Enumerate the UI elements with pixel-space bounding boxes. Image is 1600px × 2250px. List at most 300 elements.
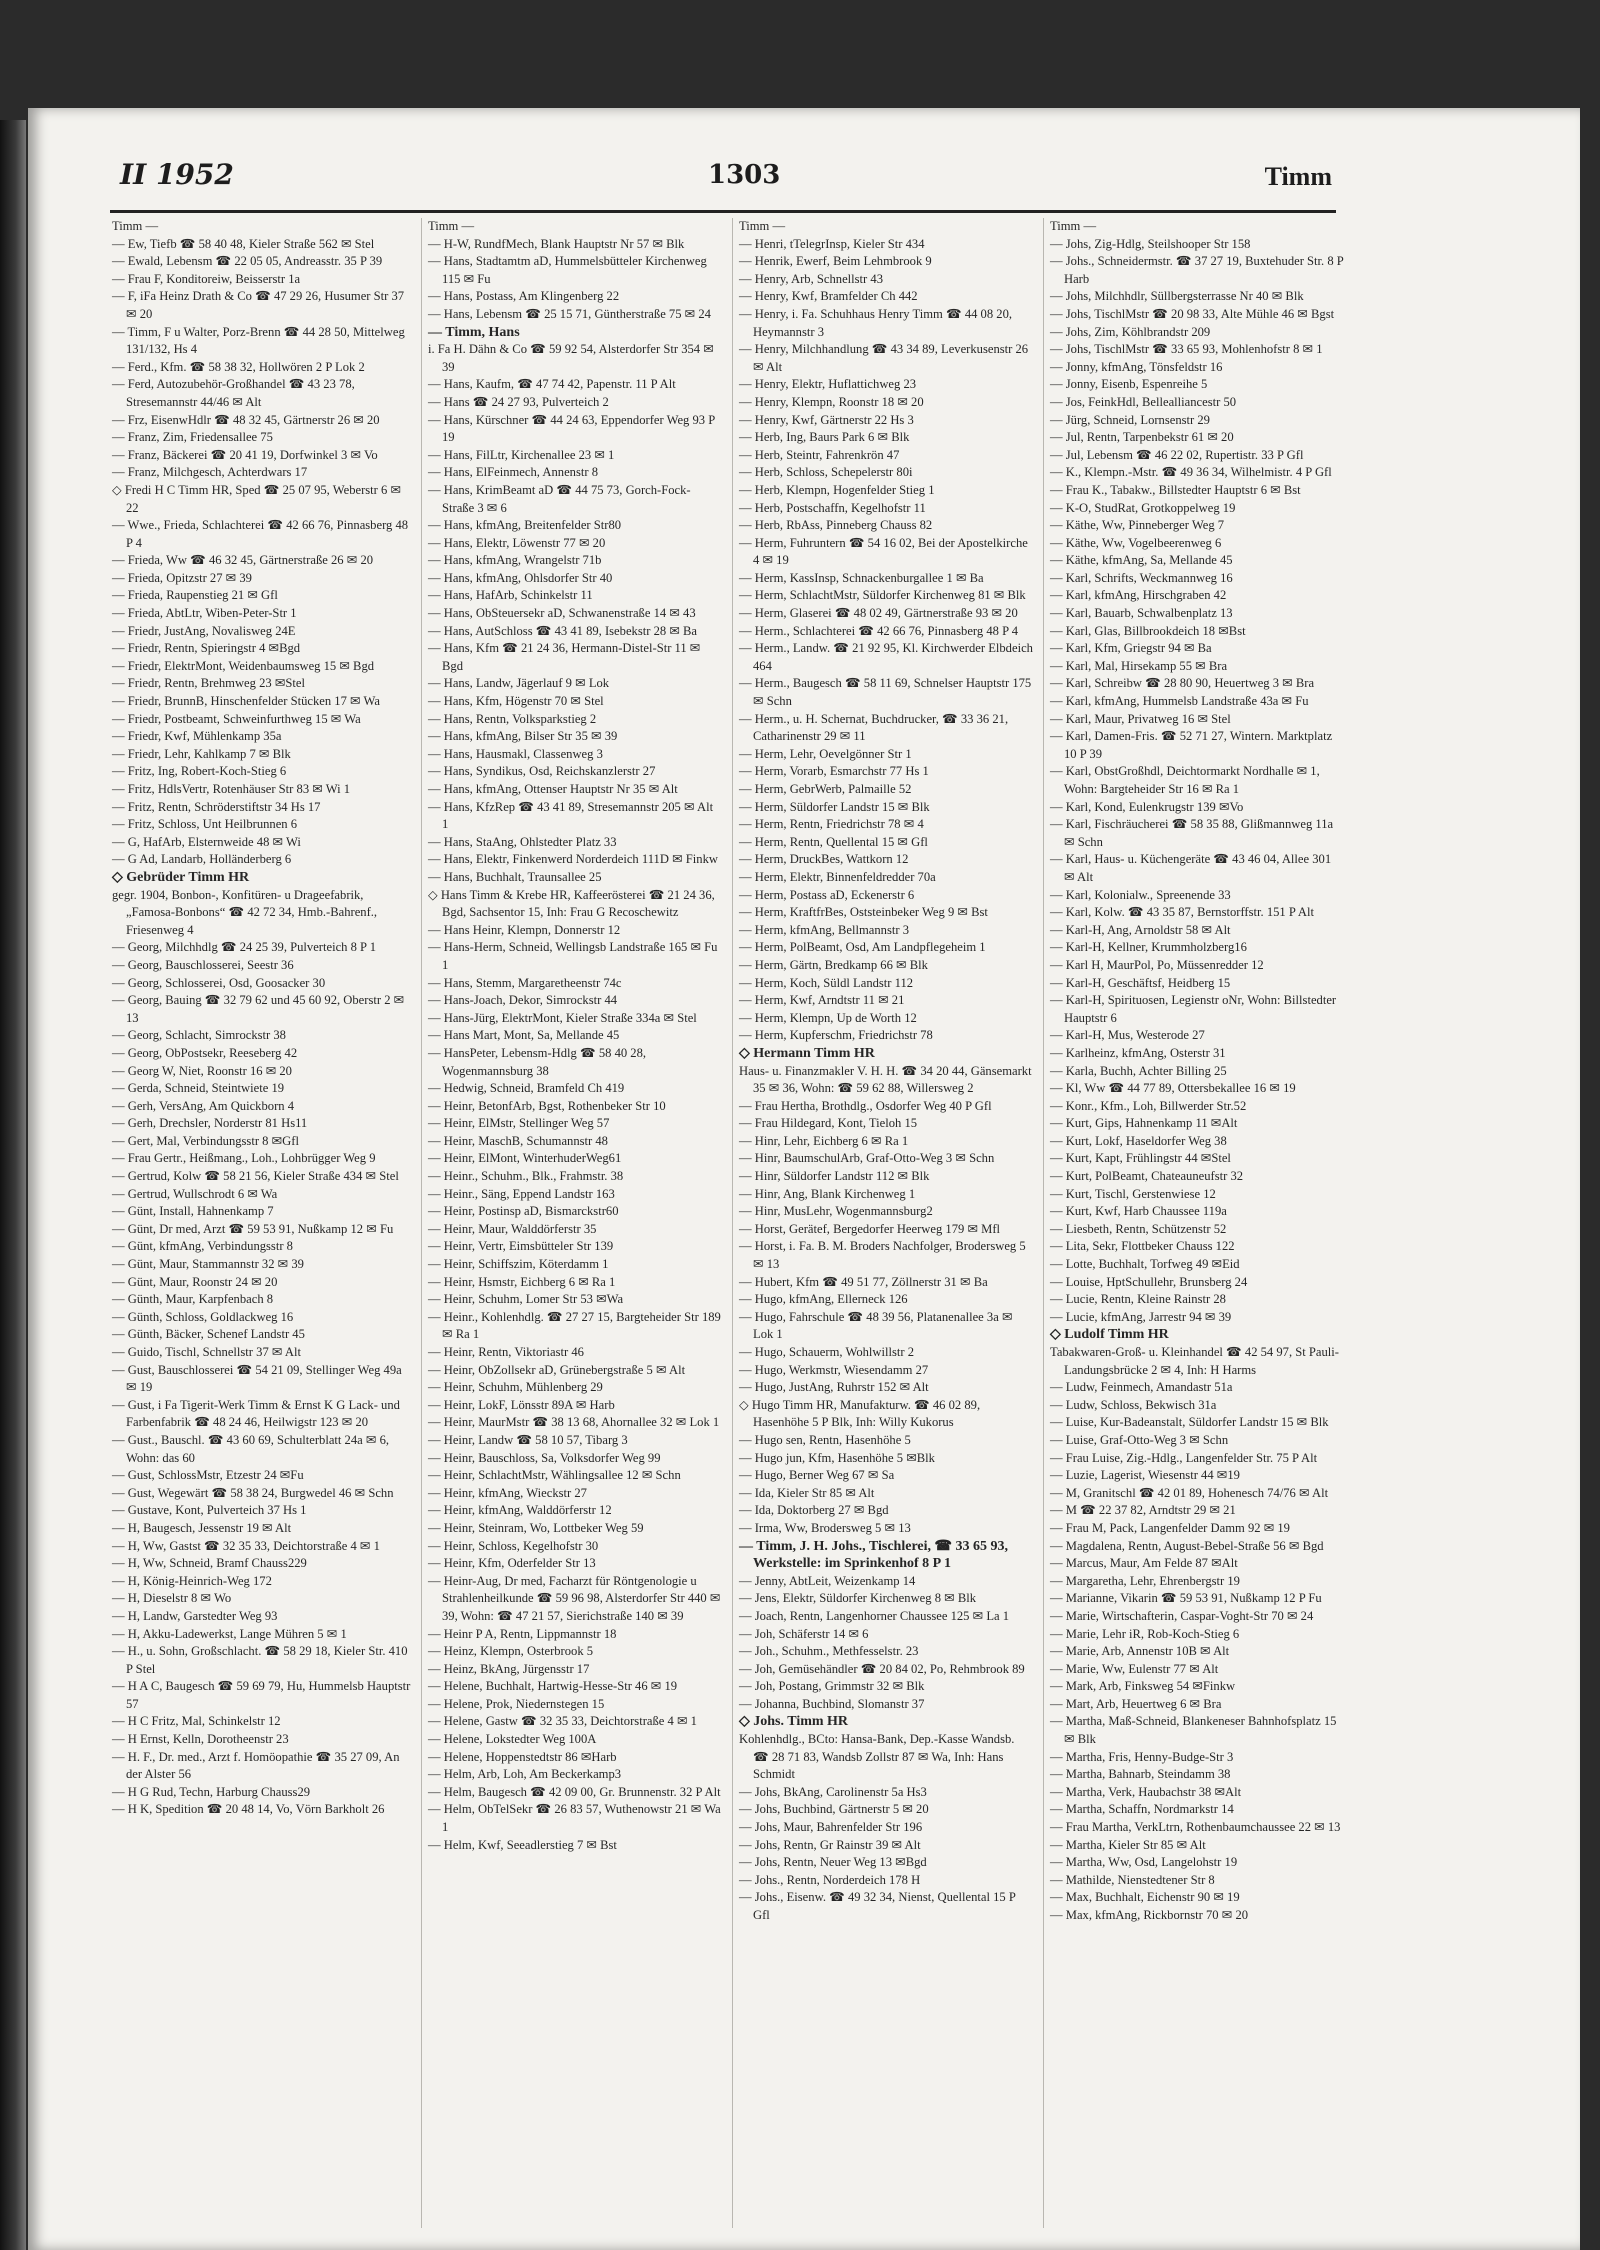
directory-entry: — Herm, Lehr, Oevelgönner Str 1 xyxy=(739,746,912,761)
directory-entry: — Gust, Wegewärt ☎ 58 38 24, Burgwedel 46 ✉ Schn xyxy=(112,1485,394,1500)
directory-entry: — Heinr, Landw ☎ 58 10 57, Tibarg 3 xyxy=(428,1432,628,1447)
directory-entry: — Joh, Gemüsehändler ☎ 20 84 02, Po, Rehmbrook 89 xyxy=(739,1661,1025,1676)
directory-entry: — Georg, Bauing ☎ 32 79 62 und 45 60 92, Oberstr 2 ✉ 13 xyxy=(112,993,405,1025)
directory-entry: — Herm, Glaserei ☎ 48 02 49, Gärtnerstraße 93 ✉ 20 xyxy=(739,606,1018,621)
directory-entry: — Heinr., Kohlenhdlg. ☎ 27 27 15, Bargteheider Str 189 ✉ Ra 1 xyxy=(428,1309,721,1342)
directory-entry: — Herm, Elektr, Binnenfeldredder 70a xyxy=(739,869,936,884)
directory-entry: — Herb, Postschaffn, Kegelhofstr 11 xyxy=(739,500,926,515)
directory-entry: — Karl, Kolw. ☎ 43 35 87, Bernstorffstr. 151 P Alt xyxy=(1050,905,1314,920)
directory-entry: — Herm, PolBeamt, Osd, Am Landpflegeheim 1 xyxy=(739,940,986,955)
directory-entry: — Herb, Schloss, Schepelerstr 80i xyxy=(739,465,913,480)
directory-entry: — Heinr, Steinram, Wo, Lottbeker Weg 59 xyxy=(428,1520,644,1535)
directory-entry: — Heinr, Schiffszim, Köterdamm 1 xyxy=(428,1257,609,1272)
directory-entry: — Hugo, Berner Weg 67 ✉ Sa xyxy=(739,1468,895,1483)
directory-entry: — Günth, Maur, Karpfenbach 8 xyxy=(112,1292,274,1307)
directory-entry: — Kurt, Kapt, Frühlingstr 44 ✉Stel xyxy=(1050,1151,1231,1166)
directory-entry: — Hans, AutSchloss ☎ 43 41 89, Isebekstr 28 ✉ Ba xyxy=(428,623,698,638)
directory-entry: — Heinr, Schloss, Kegelhofstr 30 xyxy=(428,1538,599,1553)
directory-entry: gegr. 1904, Bonbon-, Konfitüren- u Drageefabrik, „Famosa-Bonbons“ ☎ 42 72 34, Hmb.-Bahrenf., Friesenweg 4 xyxy=(112,887,378,937)
directory-entry: — Gerh, Drechsler, Norderstr 81 Hs11 xyxy=(112,1116,308,1131)
directory-entry: — Hans, FilLtr, Kirchenallee 23 ✉ 1 xyxy=(428,447,615,462)
directory-entry: — Martha, Kieler Str 85 ✉ Alt xyxy=(1050,1837,1206,1852)
directory-entry: — Frau K., Tabakw., Billstedter Hauptstr 6 ✉ Bst xyxy=(1050,482,1301,497)
surname-heading: Timm xyxy=(1264,162,1332,191)
directory-entry: — Herm., Baugesch ☎ 58 11 69, Schnelser Hauptstr 175 ✉ Schn xyxy=(739,676,1032,709)
column-2 xyxy=(421,218,724,2228)
directory-entry: — Frieda, AbtLtr, Wiben-Peter-Str 1 xyxy=(112,606,297,621)
directory-entry: — Frau Hertha, Brothdlg., Osdorfer Weg 40 P Gfl xyxy=(739,1098,992,1113)
directory-entry: — Georg, Milchhdlg ☎ 24 25 39, Pulverteich 8 P 1 xyxy=(112,940,377,955)
directory-entry: — Hans, Landw, Jägerlauf 9 ✉ Lok xyxy=(428,676,610,691)
directory-entry: — Heinr, Bauschloss, Sa, Volksdorfer Weg 99 xyxy=(428,1450,661,1465)
directory-entry: — Karl, kfmAng, Hirschgraben 42 xyxy=(1050,588,1227,603)
directory-entry: — Friedr, ElektrMont, Weidenbaumsweg 15 ✉ Bgd xyxy=(112,658,375,673)
directory-entry: — Georg, Schlosserei, Osd, Goosacker 30 xyxy=(112,975,326,990)
directory-entry: — Gust., Bauschl. ☎ 43 60 69, Schulterblatt 24a ✉ 6, Wohn: das 60 xyxy=(112,1432,390,1465)
directory-entry: — Herm, SchlachtMstr, Süldorfer Kirchenweg 81 ✉ Blk xyxy=(739,588,1026,603)
directory-entry: — Herm, KraftfrBes, Oststeinbeker Weg 9 ✉ Bst xyxy=(739,905,988,920)
page-header xyxy=(120,152,1332,198)
directory-entry: — Lucie, kfmAng, Jarrestr 94 ✉ 39 xyxy=(1050,1309,1232,1324)
directory-entry: — Helene, Buchhalt, Hartwig-Hesse-Str 46 ✉ 19 xyxy=(428,1679,678,1694)
directory-entry: — Kurt, Kwf, Harb Chaussee 119a xyxy=(1050,1204,1227,1219)
directory-entry: — Ludw, Feinmech, Amandastr 51a xyxy=(1050,1380,1233,1395)
directory-entry: — Käthe, Ww, Pinneberger Weg 7 xyxy=(1050,518,1225,533)
directory-entry: — Gust, Bauschlosserei ☎ 54 21 09, Stellinger Weg 49a ✉ 19 xyxy=(112,1362,402,1395)
directory-entry: — Irma, Ww, Brodersweg 5 ✉ 13 xyxy=(739,1520,911,1535)
directory-entry: — Karl, ObstGroßhdl, Deichtormarkt Nordhalle ✉ 1, Wohn: Bargteheider Str 16 ✉ Ra 1 xyxy=(1050,764,1320,796)
directory-entry: — Hans, Elektr, Löwenstr 77 ✉ 20 xyxy=(428,535,606,550)
directory-entry: — F, iFa Heinz Drath & Co ☎ 47 29 26, Husumer Str 37 ✉ 20 xyxy=(112,289,405,321)
directory-entry: — Ferd., Kfm. ☎ 58 38 32, Hollwören 2 P Lok 2 xyxy=(112,359,365,374)
directory-entry: — H, Dieselstr 8 ✉ Wo xyxy=(112,1591,232,1606)
page-number: 1303 xyxy=(708,160,781,190)
directory-entry: — K., Klempn.-Mstr. ☎ 49 36 34, Wilhelmistr. 4 P Gfl xyxy=(1050,465,1332,480)
directory-entry: — Hugo, Schauerm, Wohlwillstr 2 xyxy=(739,1345,915,1359)
directory-entry: — Herb, RbAss, Pinneberg Chauss 82 xyxy=(739,518,933,533)
directory-entry: — Hugo jun, Kfm, Hasenhöhe 5 ✉Blk xyxy=(739,1450,935,1465)
directory-entry: — Horst, Gerätef, Bergedorfer Heerweg 179 ✉ Mfl xyxy=(739,1221,1001,1236)
directory-entry: i. Fa H. Dähn & Co ☎ 59 92 54, Alsterdorfer Str 354 ✉ 39 xyxy=(428,342,714,374)
directory-entry: — Frau M, Pack, Langenfelder Damm 92 ✉ 19 xyxy=(1050,1520,1290,1535)
directory-entry: — Hinr, BaumschulArb, Graf-Otto-Weg 3 ✉ Schn xyxy=(739,1151,995,1166)
directory-entry: — G, HafArb, Elsternweide 48 ✉ Wi xyxy=(112,834,301,849)
directory-entry: — Herm, Rentn, Friedrichstr 78 ✉ 4 xyxy=(739,817,924,832)
directory-entry: — Gerh, VersAng, Am Quickborn 4 xyxy=(112,1098,295,1113)
directory-entry: — Lotte, Buchhalt, Torfweg 49 ✉Eid xyxy=(1050,1257,1240,1272)
directory-entry: — Karl, kfmAng, Hummelsb Landstraße 43a ✉ Fu xyxy=(1050,694,1309,709)
directory-entry: — K-O, StudRat, Grotkoppelweg 19 xyxy=(1050,500,1236,515)
directory-entry: — Ida, Doktorberg 27 ✉ Bgd xyxy=(739,1503,889,1518)
directory-entry: — Georg, Schlacht, Simrockstr 38 xyxy=(112,1028,286,1043)
directory-entry: — Lucie, Rentn, Kleine Rainstr 28 xyxy=(1050,1292,1226,1307)
directory-entry: ◇ Hugo Timm HR, Manufakturw. ☎ 46 02 89, Hasenhöhe 5 P Blk, Inh: Willy Kukorus xyxy=(739,1397,981,1430)
directory-entry: — Ida, Kieler Str 85 ✉ Alt xyxy=(739,1485,875,1500)
column-3 xyxy=(732,218,1035,2228)
column-1 xyxy=(110,218,413,2228)
directory-entry: — H-W, RundfMech, Blank Hauptstr Nr 57 ✉ Blk xyxy=(428,236,685,251)
directory-entry: — Kurt, Tischl, Gerstenwiese 12 xyxy=(1050,1186,1216,1201)
directory-entry: — Hinr, Ang, Blank Kirchenweg 1 xyxy=(739,1186,916,1201)
directory-entry: — H C Fritz, Mal, Schinkelstr 12 xyxy=(112,1714,281,1729)
directory-entry: — Johs, Maur, Bahrenfelder Str 196 xyxy=(739,1820,923,1835)
directory-entry: — Martha, Ww, Osd, Langelohstr 19 xyxy=(1050,1855,1238,1870)
directory-entry: — Frau Hildegard, Kont, Tieloh 15 xyxy=(739,1116,918,1131)
directory-entry: — Hugo, Werkmstr, Wiesendamm 27 xyxy=(739,1362,929,1377)
directory-entry: — H, Landw, Garstedter Weg 93 xyxy=(112,1608,278,1623)
firm-entry: ◇ Hermann Timm HR xyxy=(739,1045,875,1061)
directory-entry: — Helene, Lokstedter Weg 100A xyxy=(428,1732,597,1747)
directory-entry: — Herm, kfmAng, Bellmannstr 3 xyxy=(739,922,909,937)
directory-entry: — Karl, Schrifts, Weckmannweg 16 xyxy=(1050,570,1233,585)
directory-entry: — Henry, Elektr, Huflattichweg 23 xyxy=(739,377,917,392)
directory-entry: — Hans, Kfm, Högenstr 70 ✉ Stel xyxy=(428,694,604,709)
directory-entry: — Hans, Postass, Am Klingenberg 22 xyxy=(428,289,620,304)
directory-entry: — H. F., Dr. med., Arzt f. Homöopathie ☎ 35 27 09, An der Alster 56 xyxy=(112,1749,400,1782)
directory-entry: — Ferd, Autozubehör-Großhandel ☎ 43 23 78, Stresemannstr 44/46 ✉ Alt xyxy=(112,377,355,409)
directory-entry: — Jürg, Schneid, Lornsenstr 29 xyxy=(1050,412,1210,427)
directory-entry: — Hans, kfmAng, Ottenser Hauptstr Nr 35 ✉ Alt xyxy=(428,782,678,796)
directory-entry: — Karl, Kfm, Griegstr 94 ✉ Ba xyxy=(1050,641,1212,656)
directory-entry: — Jens, Elektr, Süldorfer Kirchenweg 8 ✉ Blk xyxy=(739,1591,977,1606)
directory-entry: — Heinr, ObZollsekr aD, Grünebergstraße 5 ✉ Alt xyxy=(428,1362,686,1377)
directory-entry: — Herm, GebrWerb, Palmaille 52 xyxy=(739,782,912,796)
directory-entry: — Johs, Rentn, Neuer Weg 13 ✉Bgd xyxy=(739,1855,927,1870)
directory-entry: — Gust, i Fa Tigerit-Werk Timm & Ernst K G Lack- und Farbenfabrik ☎ 48 24 46, Heilwigstr 123 ✉ 20 xyxy=(112,1397,400,1430)
directory-entry: — Hans, kfmAng, Wrangelstr 71b xyxy=(428,553,602,568)
directory-entry: — Heinr, Postinsp aD, Bismarckstr60 xyxy=(428,1204,619,1219)
directory-entry: — G Ad, Landarb, Holländerberg 6 xyxy=(112,852,292,867)
directory-entry: — Johs, Milchhdlr, Süllbergsterrasse Nr 40 ✉ Blk xyxy=(1050,289,1304,304)
directory-entry: — Helm, Baugesch ☎ 42 09 00, Gr. Brunnenstr. 32 P Alt xyxy=(428,1784,721,1799)
directory-entry: — Helm, Kwf, Seeadlerstieg 7 ✉ Bst xyxy=(428,1837,617,1852)
directory-entry: — Heinz, Klempn, Osterbrook 5 xyxy=(428,1644,594,1659)
directory-entry: — Günth, Schloss, Goldlackweg 16 xyxy=(112,1309,294,1324)
directory-entry: — Henry, Klempn, Roonstr 18 ✉ 20 xyxy=(739,394,924,409)
directory-entry: — Johs, BkAng, Carolinenstr 5a Hs3 xyxy=(739,1784,927,1799)
directory-entry: — Frau Luise, Zig.-Hdlg., Langenfelder Str. 75 P Alt xyxy=(1050,1450,1318,1465)
directory-entry: — Gerda, Schneid, Steintwiete 19 xyxy=(112,1081,285,1096)
directory-entry: — Heinz, BkAng, Jürgensstr 17 xyxy=(428,1661,590,1676)
directory-entry: — Marcus, Maur, Am Felde 87 ✉Alt xyxy=(1050,1556,1238,1571)
directory-entry: — Johs, Zig-Hdlg, Steilshooper Str 158 xyxy=(1050,236,1251,251)
column-head: Timm — xyxy=(739,219,786,233)
directory-entry: — H, Akku-Ladewerkst, Lange Mühren 5 ✉ 1 xyxy=(112,1626,347,1641)
directory-entry: — Henry, Kwf, Bramfelder Ch 442 xyxy=(739,289,918,304)
directory-entry: — Heinr, Kfm, Oderfelder Str 13 xyxy=(428,1556,596,1571)
directory-entry: — Hans, KrimBeamt aD ☎ 44 75 73, Gorch-Fock-Straße 3 ✉ 6 xyxy=(428,482,691,515)
directory-entry: — Herm., Schlachterei ☎ 42 66 76, Pinnasberg 48 P 4 xyxy=(739,623,1019,638)
directory-entry: — Heinr., Schuhm., Blk., Frahmstr. 38 xyxy=(428,1169,624,1184)
directory-entry: — Hans, KfzRep ☎ 43 41 89, Stresemannstr 205 ✉ Alt 1 xyxy=(428,799,714,832)
directory-entry: — Herb, Steintr, Fahrenkrön 47 xyxy=(739,447,900,462)
directory-entry: — Martha, Bahnarb, Steindamm 38 xyxy=(1050,1767,1231,1782)
directory-entry: — Marianne, Vikarin ☎ 59 53 91, Nußkamp 12 P Fu xyxy=(1050,1591,1322,1606)
directory-entry: — Martha, Fris, Henny-Budge-Str 3 xyxy=(1050,1749,1234,1764)
directory-entry: — Kl, Ww ☎ 44 77 89, Ottersbekallee 16 ✉ 19 xyxy=(1050,1081,1296,1096)
directory-entry: — Helm, Arb, Loh, Am Beckerkamp3 xyxy=(428,1767,622,1782)
directory-entry: — Friedr, Lehr, Kahlkamp 7 ✉ Blk xyxy=(112,746,291,761)
directory-entry: — Karl, Kolonialw., Spreenende 33 xyxy=(1050,887,1231,902)
directory-entry: — Karl, Bauarb, Schwalbenplatz 13 xyxy=(1050,606,1233,621)
column-head: Timm — xyxy=(428,219,475,233)
directory-entry: — Herm, Fuhruntern ☎ 54 16 02, Bei der Apostelkirche 4 ✉ 19 xyxy=(739,535,1028,568)
directory-entry: — Günt, Maur, Roonstr 24 ✉ 20 xyxy=(112,1274,278,1289)
directory-entry: — Johs, TischlMstr ☎ 20 98 33, Alte Mühle 46 ✉ Bgst xyxy=(1050,306,1335,321)
directory-entry: — Henrik, Ewerf, Beim Lehmbrook 9 xyxy=(739,254,932,269)
directory-entry: — Karl, Haus- u. Küchengeräte ☎ 43 46 04, Allee 301 ✉ Alt xyxy=(1050,852,1332,884)
directory-entry: — Frieda, Opitzstr 27 ✉ 39 xyxy=(112,570,252,585)
directory-entry: — Lita, Sekr, Flottbeker Chauss 122 xyxy=(1050,1239,1235,1254)
directory-entry: — Gust, SchlossMstr, Etzestr 24 ✉Fu xyxy=(112,1468,304,1483)
directory-entry: — Johs, TischlMstr ☎ 33 65 93, Mohlenhofstr 8 ✉ 1 xyxy=(1050,342,1323,357)
directory-entry: — Luise, Graf-Otto-Weg 3 ✉ Schn xyxy=(1050,1432,1229,1447)
directory-entry: — Hans, kfmAng, Breitenfelder Str80 xyxy=(428,518,622,533)
directory-entry: — Herb, Ing, Baurs Park 6 ✉ Blk xyxy=(739,430,910,445)
directory-columns xyxy=(110,218,1346,2228)
directory-entry: — Heinr, Schuhm, Lomer Str 53 ✉Wa xyxy=(428,1292,624,1307)
directory-entry: — Louise, HptSchullehr, Brunsberg 24 xyxy=(1050,1274,1248,1289)
directory-entry: — Mart, Arb, Heuertweg 6 ✉ Bra xyxy=(1050,1696,1222,1711)
directory-entry: — Hans, kfmAng, Bilser Str 35 ✉ 39 xyxy=(428,729,618,744)
directory-entry: — Helm, ObTelSekr ☎ 26 83 57, Wuthenowstr 21 ✉ Wa 1 xyxy=(428,1802,721,1835)
directory-entry: — Henry, Milchhandlung ☎ 43 34 89, Leverkusenstr 26 ✉ Alt xyxy=(739,342,1029,374)
directory-entry: — Heinr, kfmAng, Walddörferstr 12 xyxy=(428,1503,612,1518)
directory-entry: — Karla, Buchh, Achter Billing 25 xyxy=(1050,1063,1227,1078)
directory-entry: — H Ernst, Kelln, Dorotheenstr 23 xyxy=(112,1732,289,1747)
directory-entry: Haus- u. Finanzmakler V. H. H. ☎ 34 20 44, Gänsemarkt 35 ✉ 36, Wohn: ☎ 59 62 88, Willersweg 2 xyxy=(739,1063,1032,1096)
directory-entry: — M, Granitschl ☎ 42 01 89, Hohenesch 74/76 ✉ Alt xyxy=(1050,1485,1329,1500)
directory-entry: — Friedr, JustAng, Novalisweg 24E xyxy=(112,623,296,638)
directory-entry: — Gertrud, Kolw ☎ 58 21 56, Kieler Straße 434 ✉ Stel xyxy=(112,1169,399,1184)
directory-entry: — Martha, Schaffn, Nordmarkstr 14 xyxy=(1050,1802,1234,1817)
directory-entry: — Hubert, Kfm ☎ 49 51 77, Zöllnerstr 31 ✉ Ba xyxy=(739,1274,988,1289)
directory-entry: — Herm, Gärtn, Bredkamp 66 ✉ Blk xyxy=(739,957,928,972)
directory-entry: — Käthe, Ww, Vogelbeerenweg 6 xyxy=(1050,535,1222,550)
directory-entry: — Heinr., Säng, Eppend Landstr 163 xyxy=(428,1186,615,1201)
directory-entry: — H., u. Sohn, Großschlacht. ☎ 58 29 18, Kieler Str. 410 P Stel xyxy=(112,1644,408,1676)
directory-entry: — Karl, Kond, Eulenkrugstr 139 ✉Vo xyxy=(1050,799,1244,814)
directory-entry: — Luzie, Lagerist, Wiesenstr 44 ✉19 xyxy=(1050,1468,1240,1483)
directory-entry: — Frieda, Raupenstieg 21 ✉ Gfl xyxy=(112,588,278,603)
directory-entry: — Heinr, MaschB, Schumannstr 48 xyxy=(428,1133,608,1148)
directory-entry: — HansPeter, Lebensm-Hdlg ☎ 58 40 28, Wogenmannsburg 38 xyxy=(428,1045,647,1078)
directory-entry: ◇ Hans Timm & Krebe HR, Kaffeerösterei ☎ 21 24 36, Bgd, Sachsentor 15, Inh: Frau G Recoschewitz xyxy=(428,887,715,920)
directory-entry: — Heinr, kfmAng, Wieckstr 27 xyxy=(428,1485,587,1500)
directory-entry: — Günt, Maur, Stammannstr 32 ✉ 39 xyxy=(112,1257,304,1272)
directory-entry: — Horst, i. Fa. B. M. Broders Nachfolger, Brodersweg 5 ✉ 13 xyxy=(739,1239,1026,1272)
firm-entry: ◇ Ludolf Timm HR xyxy=(1050,1327,1169,1343)
directory-entry: — Hans-Jürg, ElektrMont, Kieler Straße 334a ✉ Stel xyxy=(428,1010,697,1025)
directory-entry: — Herm, DruckBes, Wattkorn 12 xyxy=(739,852,909,867)
directory-entry: — Günt, Install, Hahnenkamp 7 xyxy=(112,1204,274,1219)
directory-entry: — Herb, Klempn, Hogenfelder Stieg 1 xyxy=(739,482,935,497)
directory-entry: — Ludw, Schloss, Bekwisch 31a xyxy=(1050,1397,1217,1412)
directory-entry: — Wwe., Frieda, Schlachterei ☎ 42 66 76, Pinnasberg 48 P 4 xyxy=(112,518,409,550)
directory-entry: — Max, kfmAng, Rickbornstr 70 ✉ 20 xyxy=(1050,1908,1249,1922)
directory-entry: — Hans, Kfm ☎ 21 24 36, Hermann-Distel-Str 11 ✉ Bgd xyxy=(428,641,701,673)
directory-entry: — Franz, Milchgesch, Achterdwars 17 xyxy=(112,465,308,480)
directory-entry: — Herm, Vorarb, Esmarchstr 77 Hs 1 xyxy=(739,764,929,779)
directory-entry: — Günt, kfmAng, Verbindungsstr 8 xyxy=(112,1239,293,1254)
directory-entry: — Jonny, kfmAng, Tönsfeldstr 16 xyxy=(1050,359,1223,374)
directory-entry: — Gert, Mal, Verbindungsstr 8 ✉Gfl xyxy=(112,1133,299,1148)
directory-entry: — H G Rud, Techn, Harburg Chauss29 xyxy=(112,1784,311,1799)
directory-entry: — Hans Mart, Mont, Sa, Mellande 45 xyxy=(428,1028,620,1043)
directory-entry: — Helene, Gastw ☎ 32 35 33, Deichtorstraße 4 ✉ 1 xyxy=(428,1714,697,1729)
directory-entry: — Joh, Postang, Grimmstr 32 ✉ Blk xyxy=(739,1679,925,1694)
directory-entry: — H K, Spedition ☎ 20 48 14, Vo, Vörn Barkholt 26 xyxy=(112,1802,385,1817)
directory-entry: — H, Ww, Gastst ☎ 32 35 33, Deichtorstraße 4 ✉ 1 xyxy=(112,1538,380,1553)
directory-entry: — Hans-Joach, Dekor, Simrockstr 44 xyxy=(428,993,618,1008)
directory-entry: — Hans, ObSteuersekr aD, Schwanenstraße 14 ✉ 43 xyxy=(428,606,696,621)
directory-entry: — Henry, Kwf, Gärtnerstr 22 Hs 3 xyxy=(739,412,914,427)
directory-entry: — Hans, Stemm, Margaretheenstr 74c xyxy=(428,975,622,990)
directory-entry: — Jenny, AbtLeit, Weizenkamp 14 xyxy=(739,1573,916,1588)
directory-entry: — Frau F, Konditoreiw, Beisserstr 1a xyxy=(112,271,301,286)
firm-entry: — Timm, Hans xyxy=(428,324,520,340)
directory-entry: — Georg, ObPostsekr, Reeseberg 42 xyxy=(112,1045,298,1060)
directory-entry: — H, König-Heinrich-Weg 172 xyxy=(112,1573,272,1588)
directory-entry: Tabakwaren-Groß- u. Kleinhandel ☎ 42 54 97, St Pauli-Landungsbrücke 2 ✉ 4, Inh: H Harms xyxy=(1050,1345,1340,1377)
directory-entry: — Hans, Kaufm, ☎ 47 74 42, Papenstr. 11 P Alt xyxy=(428,377,676,392)
directory-entry: — Hans Heinr, Klempn, Donnerstr 12 xyxy=(428,922,621,937)
directory-entry: — Hans, kfmAng, Ohlsdorfer Str 40 xyxy=(428,570,613,585)
directory-entry: — Martha, Maß-Schneid, Blankeneser Bahnhofsplatz 15 ✉ Blk xyxy=(1050,1714,1337,1747)
directory-entry: — Friedr, Rentn, Spieringstr 4 ✉Bgd xyxy=(112,641,301,656)
directory-entry: — Herm, Kwf, Arndtstr 11 ✉ 21 xyxy=(739,993,905,1008)
directory-entry: — Hinr, MusLehr, Wogenmannsburg2 xyxy=(739,1204,933,1219)
directory-entry: — Karl H, MaurPol, Po, Müssenredder 12 xyxy=(1050,957,1264,972)
directory-entry: — Marie, Wirtschafterin, Caspar-Voght-Str 70 ✉ 24 xyxy=(1050,1608,1314,1623)
directory-entry: — H, Ww, Schneid, Bramf Chauss229 xyxy=(112,1556,307,1571)
column-4 xyxy=(1043,218,1346,2228)
directory-entry: — Margaretha, Lehr, Ehrenbergstr 19 xyxy=(1050,1573,1240,1588)
directory-entry: — Georg W, Niet, Roonstr 16 ✉ 20 xyxy=(112,1063,292,1078)
directory-entry: — Hugo sen, Rentn, Hasenhöhe 5 xyxy=(739,1432,911,1447)
directory-entry: — Heinr P A, Rentn, Lippmannstr 18 xyxy=(428,1626,617,1641)
directory-entry: — Heinr, Schuhm, Mühlenberg 29 xyxy=(428,1380,603,1395)
directory-entry: — Heinr, ElMont, WinterhuderWeg61 xyxy=(428,1151,622,1166)
directory-entry: — Hinr, Süldorfer Landstr 112 ✉ Blk xyxy=(739,1169,930,1184)
directory-entry: — Heinr, Rentn, Viktoriastr 46 xyxy=(428,1345,584,1359)
directory-entry: — Jos, FeinkHdl, Bellealliancestr 50 xyxy=(1050,394,1237,409)
directory-entry: — Herm, Klempn, Up de Worth 12 xyxy=(739,1010,917,1025)
directory-entry: — Herm., u. H. Schernat, Buchdrucker, ☎ 33 36 21, Catharinenstr 29 ✉ 11 xyxy=(739,711,1009,744)
header-rule xyxy=(110,210,1336,213)
directory-entry: — Hinr, Lehr, Eichberg 6 ✉ Ra 1 xyxy=(739,1133,909,1148)
directory-entry: — Hans, Rentn, Volksparkstieg 2 xyxy=(428,711,597,726)
directory-entry: — Henry, i. Fa. Schuhhaus Henry Timm ☎ 44 08 20, Heymannstr 3 xyxy=(739,306,1013,339)
directory-entry: — Hans, Stadtamtm aD, Hummelsbütteler Kirchenweg 115 ✉ Fu xyxy=(428,254,707,286)
directory-entry: — Johs., Rentn, Norderdeich 178 H xyxy=(739,1872,921,1887)
directory-entry: — Herm, Koch, Süldl Landstr 112 xyxy=(739,975,914,990)
directory-entry: — Herm, Süldorfer Landstr 15 ✉ Blk xyxy=(739,799,930,814)
directory-entry: — Hans ☎ 24 27 93, Pulverteich 2 xyxy=(428,394,609,409)
directory-entry: — Hans, StaAng, Ohlstedter Platz 33 xyxy=(428,834,617,849)
directory-entry: — Jul, Lebensm ☎ 46 22 02, Rupertistr. 33 P Gfl xyxy=(1050,447,1304,462)
directory-entry: — Heinr, Vertr, Eimsbütteler Str 139 xyxy=(428,1239,614,1254)
firm-entry: — Timm, J. H. Johs., Tischlerei, ☎ 33 65 93, Werkstelle: im Sprinkenhof 8 P 1 xyxy=(739,1538,1008,1572)
directory-entry: — Käthe, kfmAng, Sa, Mellande 45 xyxy=(1050,553,1233,568)
directory-entry: — Johs., Schneidermstr. ☎ 37 27 19, Buxtehuder Str. 8 P Harb xyxy=(1050,254,1344,286)
directory-entry: — Herm., Landw. ☎ 21 92 95, Kl. Kirchwerder Elbdeich 464 xyxy=(739,641,1033,673)
directory-entry: Kohlenhdlg., BCto: Hansa-Bank, Dep.-Kasse Wandsb. ☎ 28 71 83, Wandsb Zollstr 87 ✉ Wa, Inh: Hans Schmidt xyxy=(739,1732,1015,1782)
directory-entry: — Fritz, HdlsVertr, Rotenhäuser Str 83 ✉ Wi 1 xyxy=(112,782,351,796)
directory-entry: — Franz, Zim, Friedensallee 75 xyxy=(112,430,273,445)
directory-entry: — Kurt, Lokf, Haseldorfer Weg 38 xyxy=(1050,1133,1227,1148)
firm-entry: ◇ Johs. Timm HR xyxy=(739,1714,849,1730)
volume-label: II 1952 xyxy=(120,158,234,191)
directory-entry: — Jul, Rentn, Tarpenbekstr 61 ✉ 20 xyxy=(1050,430,1234,445)
directory-entry: — Friedr, BrunnB, Hinschenfelder Stücken 17 ✉ Wa xyxy=(112,694,380,709)
book-binding-shadow xyxy=(0,120,26,2250)
directory-entry: — Mark, Arb, Finksweg 54 ✉Finkw xyxy=(1050,1679,1236,1694)
directory-entry: — Kurt, Gips, Hahnenkamp 11 ✉Alt xyxy=(1050,1116,1238,1131)
directory-entry: — Frau Gertr., Heißmang., Loh., Lohbrügger Weg 9 xyxy=(112,1151,376,1166)
directory-entry: — Hans, ElFeinmech, Annenstr 8 xyxy=(428,465,598,480)
directory-entry: — Jonny, Eisenb, Espenreihe 5 xyxy=(1050,377,1208,392)
column-head: Timm — xyxy=(1050,219,1097,233)
directory-entry: ◇ Fredi H C Timm HR, Sped ☎ 25 07 95, Weberstr 6 ✉ 22 xyxy=(112,482,402,515)
firm-entry: ◇ Gebrüder Timm HR xyxy=(112,869,250,885)
directory-entry: — Hugo, kfmAng, Ellerneck 126 xyxy=(739,1292,908,1307)
directory-entry: — Hans, HafArb, Schinkelstr 11 xyxy=(428,588,593,603)
directory-entry: — Heinr, ElMstr, Stellinger Weg 57 xyxy=(428,1116,610,1131)
directory-entry: — Günth, Bäcker, Schenef Landstr 45 xyxy=(112,1327,305,1342)
directory-entry: — Ew, Tiefb ☎ 58 40 48, Kieler Straße 562 ✉ Stel xyxy=(112,236,375,251)
directory-entry: — Ewald, Lebensm ☎ 22 05 05, Andreasstr. 35 P 39 xyxy=(112,254,383,269)
directory-entry: — Helene, Prok, Niedernstegen 15 xyxy=(428,1696,605,1711)
directory-entry: — Karlheinz, kfmAng, Osterstr 31 xyxy=(1050,1045,1226,1060)
directory-entry: — Max, Buchhalt, Eichenstr 90 ✉ 19 xyxy=(1050,1890,1240,1905)
directory-entry: — Johs, Buchbind, Gärtnerstr 5 ✉ 20 xyxy=(739,1802,929,1817)
directory-entry: — Konr., Kfm., Loh, Billwerder Str.52 xyxy=(1050,1098,1247,1113)
directory-entry: — Georg, Bauschlosserei, Seestr 36 xyxy=(112,957,294,972)
directory-entry: — Karl, Maur, Privatweg 16 ✉ Stel xyxy=(1050,711,1231,726)
directory-entry: — Joach, Rentn, Langenhorner Chaussee 125 ✉ La 1 xyxy=(739,1608,1010,1623)
directory-entry: — Guido, Tischl, Schnellstr 37 ✉ Alt xyxy=(112,1345,301,1359)
directory-entry: — Fritz, Rentn, Schröderstiftstr 34 Hs 17 xyxy=(112,799,321,814)
directory-entry: — Joh, Schäferstr 14 ✉ 6 xyxy=(739,1626,869,1641)
directory-entry: — Henry, Arb, Schnellstr 43 xyxy=(739,271,883,286)
directory-entry: — Heinr, SchlachtMstr, Wählingsallee 12 ✉ Schn xyxy=(428,1468,681,1483)
directory-entry: — Frz, EisenwHdlr ☎ 48 32 45, Gärtnerstr 26 ✉ 20 xyxy=(112,412,380,427)
directory-entry: — Hans, Syndikus, Osd, Reichskanzlerstr 27 xyxy=(428,764,656,779)
directory-entry: — Johs, Rentn, Gr Rainstr 39 ✉ Alt xyxy=(739,1837,921,1852)
directory-entry: — Karl-H, Kellner, Krummholzberg16 xyxy=(1050,940,1247,955)
directory-entry: — Karl, Mal, Hirsekamp 55 ✉ Bra xyxy=(1050,658,1228,673)
directory-entry: — Karl, Schreibw ☎ 28 80 90, Heuertweg 3 ✉ Bra xyxy=(1050,676,1315,691)
directory-entry: — Herm, Postass aD, Eckenerstr 6 xyxy=(739,887,915,902)
directory-entry: — Joh., Schuhm., Methfesselstr. 23 xyxy=(739,1644,919,1659)
directory-entry: — Karl-H, Spirituosen, Legienstr oNr, Wohn: Billstedter Hauptstr 6 xyxy=(1050,993,1337,1025)
directory-entry: — Magdalena, Rentn, August-Bebel-Straße 56 ✉ Bgd xyxy=(1050,1538,1324,1553)
directory-entry: — Friedr, Postbeamt, Schweinfurthweg 15 ✉ Wa xyxy=(112,711,361,726)
directory-entry: — Gustave, Kont, Pulverteich 37 Hs 1 xyxy=(112,1503,307,1518)
directory-entry: — Liesbeth, Rentn, Schützenstr 52 xyxy=(1050,1221,1227,1236)
directory-entry: — Hans, Kürschner ☎ 44 24 63, Eppendorfer Weg 93 P 19 xyxy=(428,412,715,445)
directory-entry: — Frau Martha, VerkLtrn, Rothenbaumchaussee 22 ✉ 13 xyxy=(1050,1820,1341,1835)
column-head: Timm — xyxy=(112,219,159,233)
directory-entry: — Frieda, Ww ☎ 46 32 45, Gärtnerstraße 26 ✉ 20 xyxy=(112,553,374,568)
directory-entry: — Johs, Zim, Köhlbrandstr 209 xyxy=(1050,324,1211,339)
directory-entry: — Helene, Hoppenstedtstr 86 ✉Harb xyxy=(428,1749,617,1764)
directory-entry: — Hugo, JustAng, Ruhrstr 152 ✉ Alt xyxy=(739,1380,929,1395)
directory-entry: — Henri, tTelegrInsp, Kieler Str 434 xyxy=(739,236,925,251)
directory-entry: — Herm, Kupferschm, Friedrichstr 78 xyxy=(739,1028,933,1043)
directory-entry: — H, Baugesch, Jessenstr 19 ✉ Alt xyxy=(112,1520,292,1535)
